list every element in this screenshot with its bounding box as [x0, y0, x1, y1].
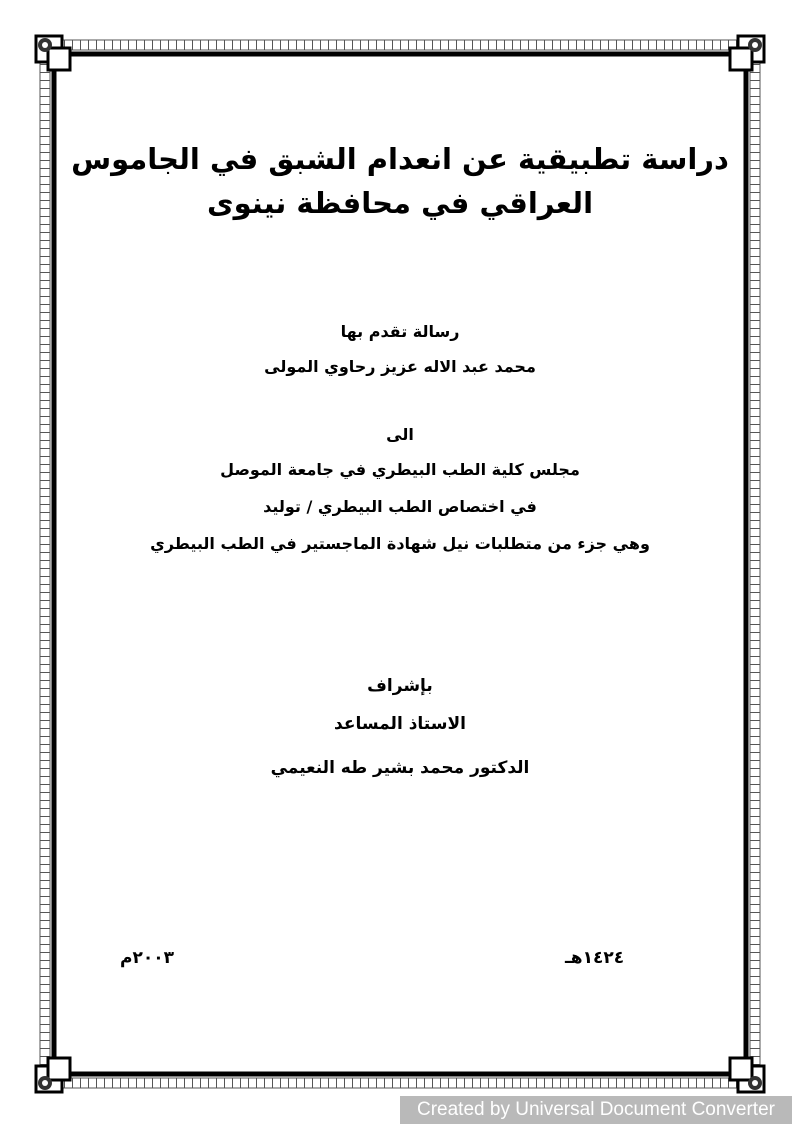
thesis-title-line-2: العراقي في محافظة نينوى	[206, 186, 594, 220]
supervisor-name: الدكتور محمد بشير طه النعيمي	[270, 758, 530, 778]
degree-purpose: وهي جزء من متطلبات نيل شهادة الماجستير في الطب البيطري	[150, 534, 650, 553]
supervisor-rank: الاستاذ المساعد	[334, 714, 466, 734]
top-border-band	[40, 40, 760, 50]
converter-watermark: Created by Universal Document Converter	[400, 1096, 792, 1124]
recipient-council: مجلس كلية الطب البيطري في جامعة الموصل	[220, 460, 580, 479]
hijri-date: ١٤٢٤هـ	[565, 948, 625, 968]
recipient-specialty: في اختصاص الطب البيطري / توليد	[263, 497, 537, 516]
gregorian-date: ٢٠٠٣م	[120, 948, 174, 968]
thesis-title-line-1: دراسة تطبيقية عن انعدام الشبق في الجاموس	[71, 142, 729, 176]
supervision-label: بإشراف	[367, 676, 433, 696]
submission-intro: رسالة تقدم بها	[340, 322, 460, 341]
recipient-to: الى	[386, 425, 414, 444]
author-name: محمد عبد الاله عزيز رحاوي المولى	[264, 357, 536, 376]
bottom-border-band	[40, 1078, 760, 1088]
